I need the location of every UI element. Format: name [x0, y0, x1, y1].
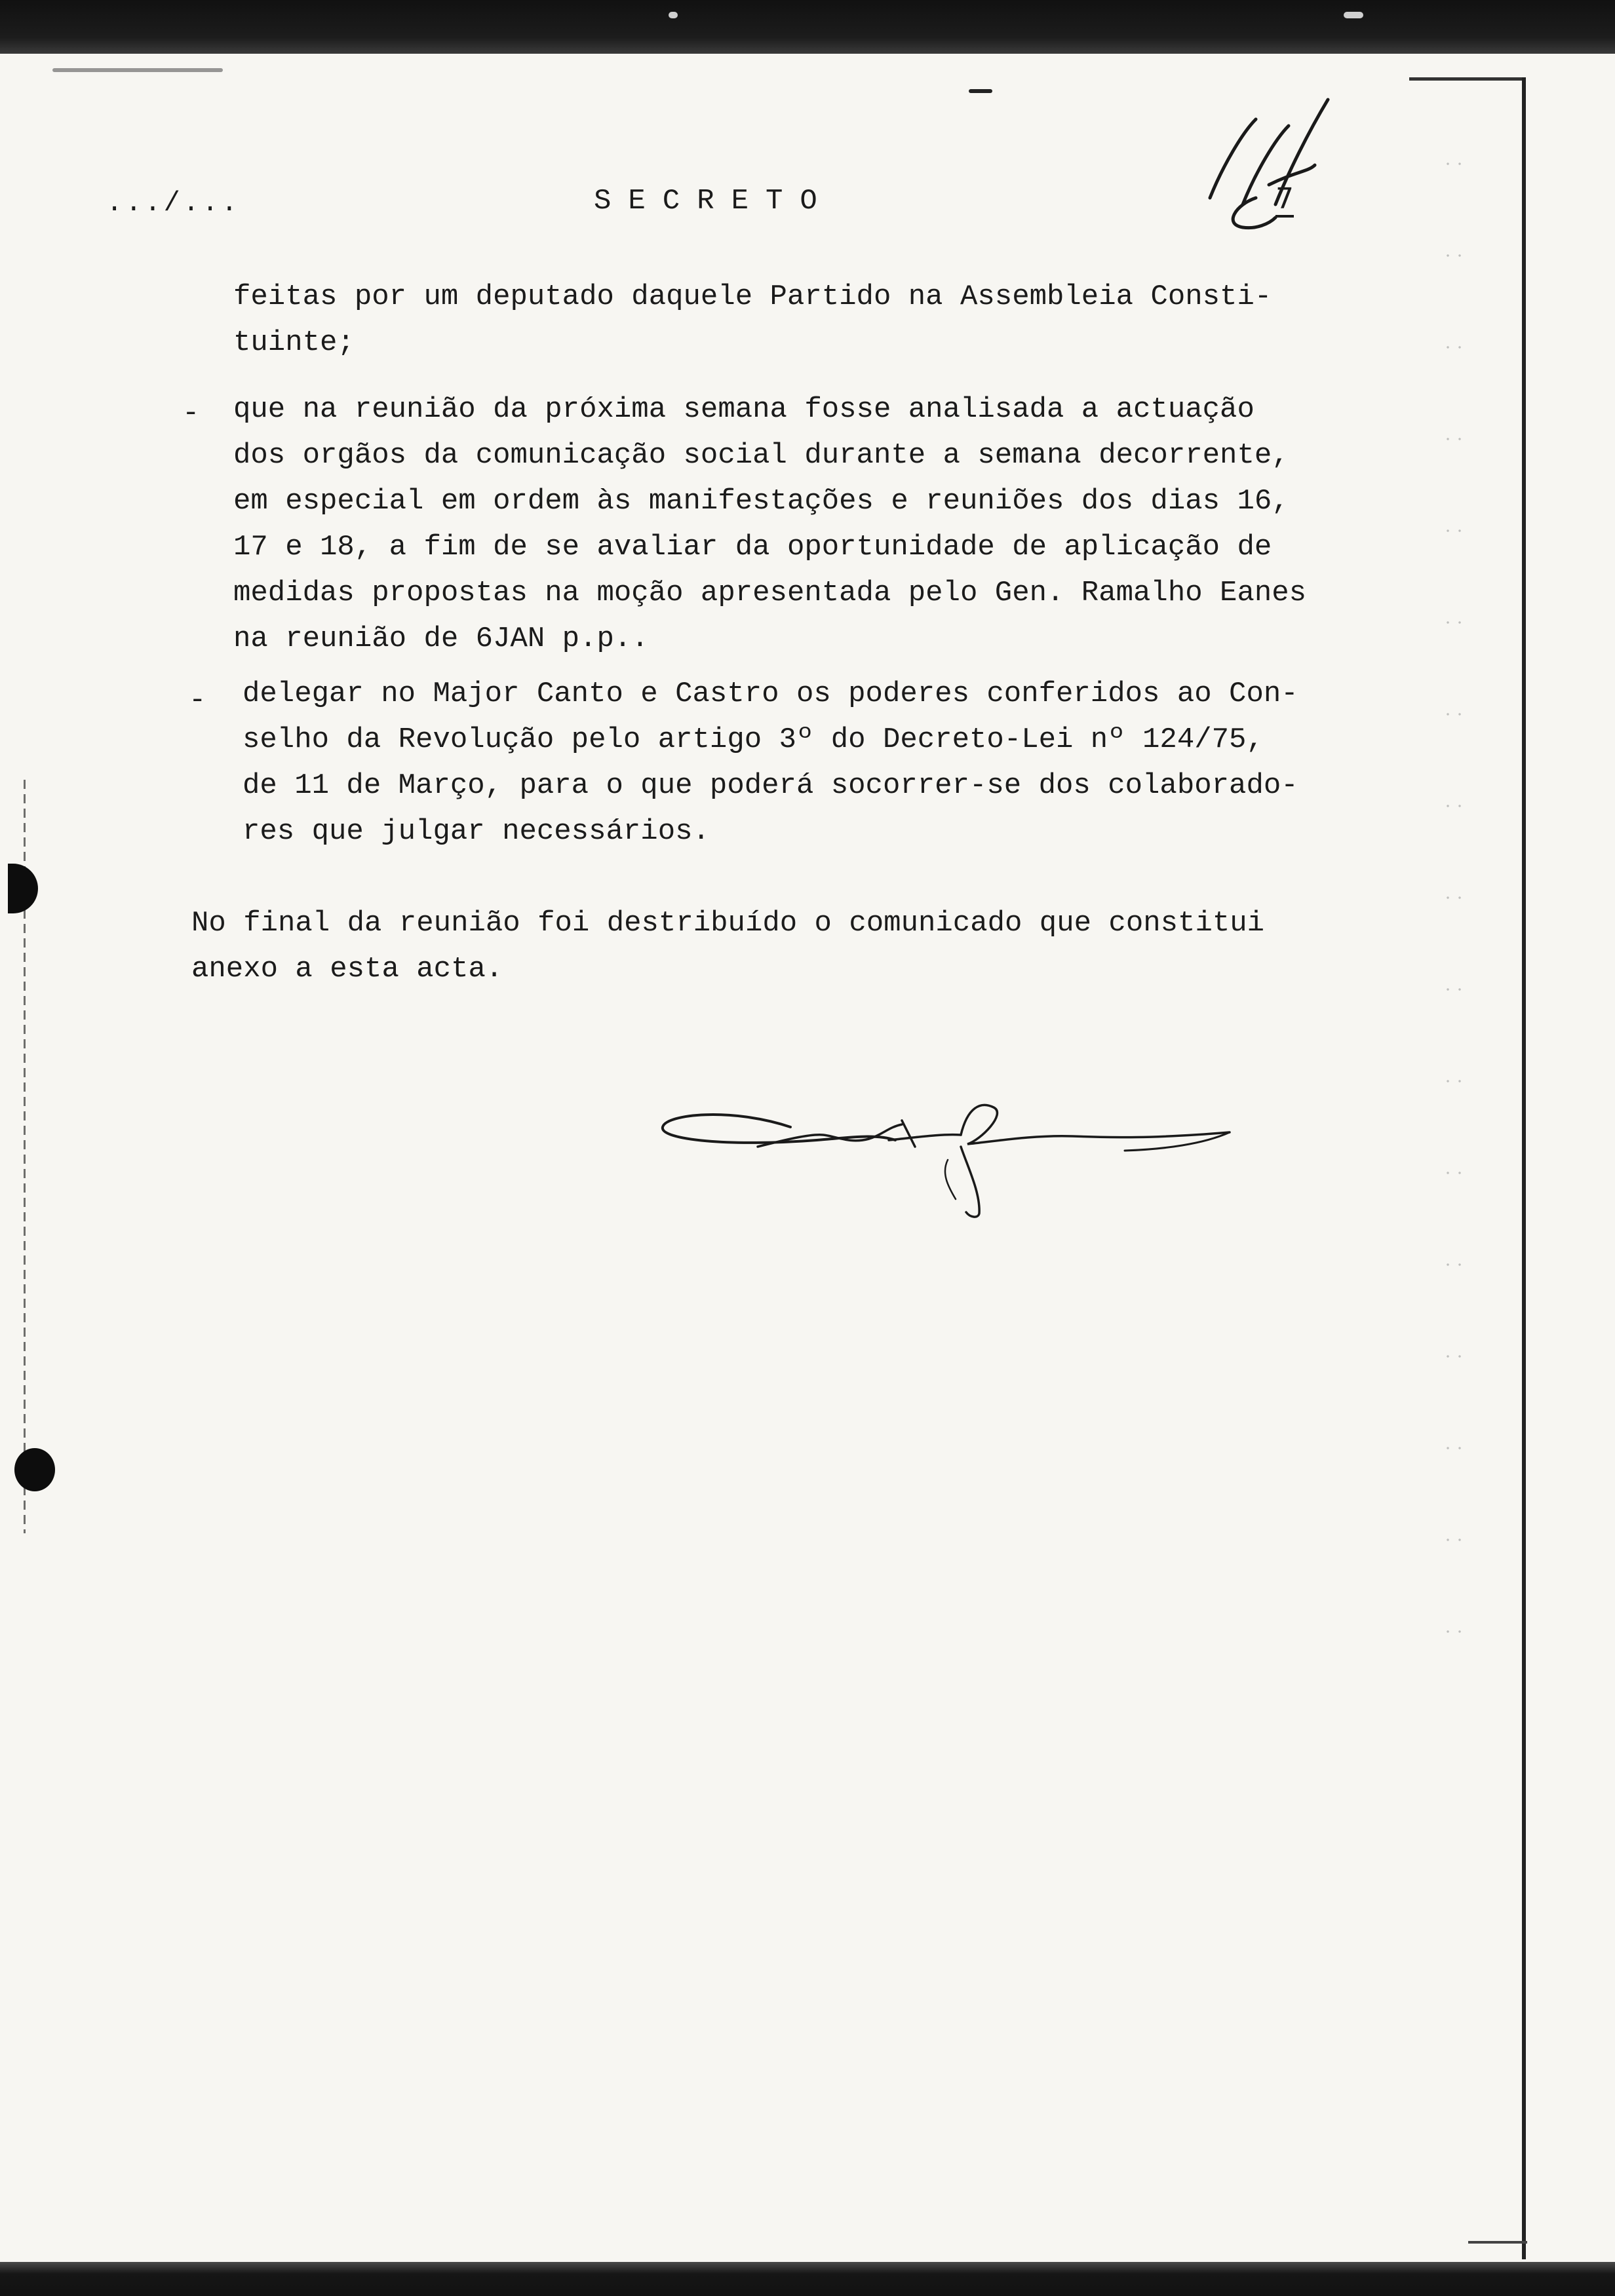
margin-rule-top — [1409, 77, 1522, 81]
page-number: 7 — [1275, 182, 1294, 216]
closing-paragraph — [191, 900, 1264, 992]
scan-mark — [969, 89, 992, 93]
text-line: res que julgar necessários. — [243, 815, 710, 848]
handwritten-initials — [1197, 93, 1341, 231]
text-line: dos orgãos da comunicação social durante a semana decorrente, — [233, 439, 1289, 472]
scan-noise — [1442, 118, 1468, 1691]
list-dash: - — [189, 684, 206, 717]
continuation-marker: .../... — [106, 187, 241, 219]
punch-hole — [8, 864, 38, 913]
scan-mark — [52, 68, 223, 72]
scan-speck — [669, 12, 678, 18]
scan-top-edge — [0, 0, 1615, 54]
intro-paragraph — [233, 274, 1272, 366]
text-line: No final da reunião foi destribuído o comunicado que constitui — [191, 907, 1265, 940]
text-line: de 11 de Março, para o que poderá socorrer-se dos colaborado- — [243, 769, 1298, 802]
text-line: feitas por um deputado daquele Partido na Assembleia Consti- — [233, 280, 1272, 313]
classification-heading: SECRETO — [594, 185, 834, 218]
margin-rule-foot — [1468, 2241, 1527, 2244]
text-line: na reunião de 6JAN p.p.. — [233, 622, 649, 655]
list-item — [233, 387, 1306, 662]
margin-rule-right — [1522, 77, 1526, 2259]
text-line: tuinte; — [233, 326, 355, 359]
text-line: selho da Revolução pelo artigo 3º do Decreto-Lei nº 124/75, — [243, 723, 1264, 756]
text-line: medidas propostas na moção apresentada pelo Gen. Ramalho Eanes — [233, 577, 1307, 609]
scan-bottom-edge — [0, 2262, 1615, 2296]
scan-speck — [1344, 12, 1363, 18]
text-line: que na reunião da próxima semana fosse analisada a actuação — [233, 393, 1255, 426]
text-line: em especial em ordem às manifestações e reuniões dos dias 16, — [233, 485, 1289, 518]
handwritten-signature — [653, 1101, 1243, 1219]
text-line: anexo a esta acta. — [191, 953, 503, 985]
punch-hole — [14, 1448, 55, 1491]
list-item — [243, 671, 1298, 854]
text-line: delegar no Major Canto e Castro os poderes conferidos ao Con- — [243, 678, 1298, 710]
list-dash: - — [182, 397, 200, 430]
text-line: 17 e 18, a fim de se avaliar da oportunidade de aplicação de — [233, 531, 1272, 564]
